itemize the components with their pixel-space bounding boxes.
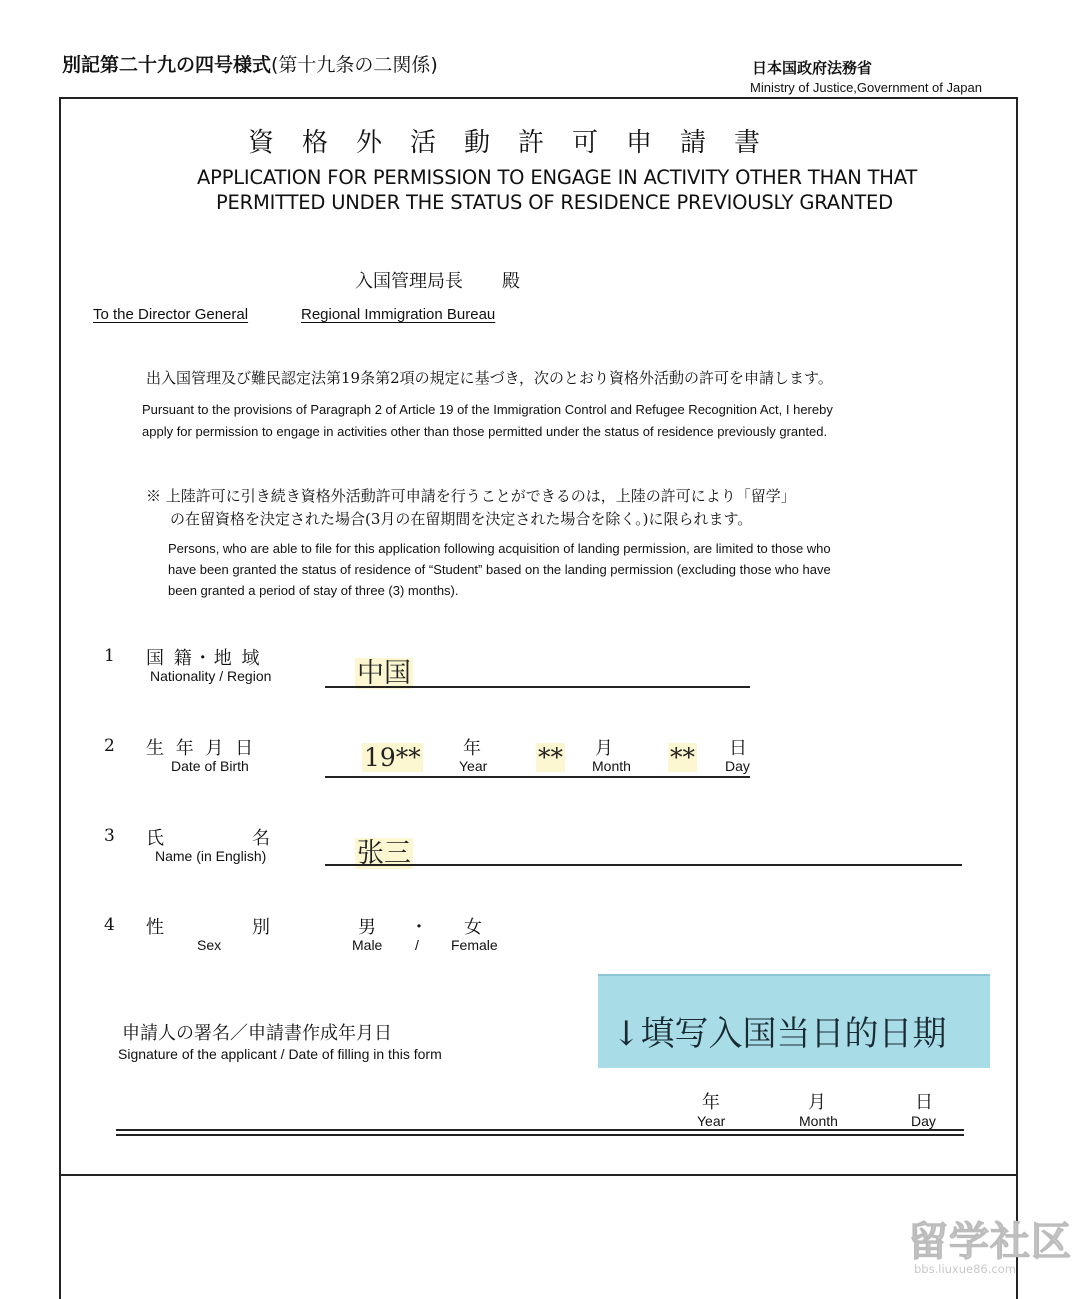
note-en-line1: Persons, who are able to file for this application following acquisition of landing permission, are limited to those who — [168, 541, 831, 556]
statement-en-line2: apply for permission to engage in activities other than those permitted under the status of residence previously granted. — [142, 424, 828, 439]
nationality-underline — [325, 686, 750, 688]
note-en-line3: been granted a period of stay of three (3) months). — [168, 583, 459, 598]
field-number: 2 — [104, 736, 115, 756]
note-en-line2: have been granted the status of residence of “Student” based on the landing permission (excluding those who have — [168, 562, 831, 577]
signature-label-en: Signature of the applicant / Date of filling in this form — [118, 1046, 442, 1062]
sticky-note-text: ↓填写入国当日的日期 — [612, 1014, 947, 1054]
dob-day-en: Day — [725, 758, 750, 774]
dob-month-text: ** — [538, 743, 563, 772]
field-number: 4 — [104, 915, 115, 935]
dob-day-value[interactable] — [668, 743, 697, 772]
dob-year-en: Year — [459, 758, 488, 774]
field-label-jp-1: 性 — [146, 917, 164, 938]
dob-month-en: Month — [592, 758, 631, 774]
frame-divider — [59, 1174, 1016, 1176]
form-code-label: 別記第二十九の四号様式 — [62, 54, 272, 76]
signature-year-en: Year — [697, 1113, 726, 1129]
field-label-jp: 生 年 月 日 — [146, 738, 257, 759]
field-number: 3 — [104, 826, 115, 846]
watermark-url: bbs.liuxue86.com — [914, 1262, 1016, 1276]
sex-male-option[interactable]: 男 — [358, 917, 376, 938]
field-label-jp: 国 籍・地 域 — [146, 648, 262, 669]
ministry-en: Ministry of Justice,Government of Japan — [750, 80, 982, 95]
sex-slash: / — [415, 937, 419, 953]
sex-female-option[interactable]: 女 — [464, 917, 482, 938]
name-underline — [325, 864, 962, 866]
dob-day-text: ** — [670, 743, 695, 772]
signature-month-jp: 月 — [808, 1092, 826, 1113]
form-code — [62, 50, 438, 77]
signature-day-en: Day — [911, 1113, 936, 1129]
signature-field[interactable] — [116, 1060, 964, 1130]
dob-day-jp: 日 — [729, 738, 747, 759]
title-en-line1: APPLICATION FOR PERMISSION TO ENGAGE IN ACTIVITY OTHER THAN THAT — [197, 166, 918, 189]
name-text: 张三 — [357, 838, 411, 869]
field-label-en: Name (in English) — [155, 848, 267, 864]
note-jp-line2: の在留資格を決定された場合(3月の在留期間を決定された場合を除く。)に限られます。 — [170, 510, 753, 528]
signature-day-jp: 日 — [915, 1092, 933, 1113]
title-jp: 資格外活動許可申請書 — [248, 128, 789, 158]
addressee-bureau-jp: 入国管理局長 — [355, 271, 463, 292]
sex-female-en: Female — [451, 937, 498, 953]
addressee-honorific: 殿 — [502, 271, 520, 292]
note-jp-line1: ※ 上陸許可に引き続き資格外活動許可申請を行うことができるのは，上陸の許可により「留学」 — [146, 487, 796, 505]
dob-underline — [325, 776, 750, 778]
field-label-jp-2: 別 — [252, 917, 270, 938]
signature-underline-1 — [116, 1129, 964, 1131]
field-label-jp-1: 氏 — [146, 828, 164, 849]
signature-underline-2 — [116, 1134, 964, 1136]
title-en-line2: PERMITTED UNDER THE STATUS OF RESIDENCE PREVIOUSLY GRANTED — [216, 191, 893, 214]
dob-year-text: 19** — [364, 743, 421, 772]
statement-en-line1: Pursuant to the provisions of Paragraph 2 of Article 19 of the Immigration Control and Refugee Recognition Act, I hereby — [142, 402, 833, 417]
nationality-text: 中国 — [357, 658, 411, 689]
sticky-note — [598, 974, 990, 1068]
ministry-jp: 日本国政府法務省 — [752, 59, 873, 77]
field-label-en: Date of Birth — [171, 758, 249, 774]
signature-label-jp: 申請人の署名／申請書作成年月日 — [122, 1023, 392, 1044]
field-number: 1 — [104, 646, 115, 666]
dob-month-value[interactable] — [536, 743, 565, 772]
sex-separator-dot: ・ — [410, 917, 428, 938]
field-label-en: Sex — [197, 937, 222, 953]
dob-year-jp: 年 — [463, 738, 481, 759]
signature-month-en: Month — [799, 1113, 838, 1129]
sex-male-en: Male — [352, 937, 383, 953]
dob-month-jp: 月 — [595, 738, 613, 759]
form-article: (第十九条の二関係) — [271, 54, 438, 76]
signature-year-jp: 年 — [702, 1092, 720, 1113]
addressee-bureau-en: Regional Immigration Bureau — [301, 306, 496, 323]
field-label-en: Nationality / Region — [150, 668, 272, 684]
watermark-logo: 留学社区 — [908, 1219, 1072, 1265]
dob-year-value[interactable] — [362, 743, 423, 772]
field-label-jp-2: 名 — [252, 828, 270, 849]
nationality-value[interactable] — [355, 651, 413, 690]
statement-jp: 出入国管理及び難民認定法第19条第2項の規定に基づき，次のとおり資格外活動の許可を申請します。 — [146, 369, 833, 387]
addressee-director-en: To the Director General — [93, 306, 249, 323]
